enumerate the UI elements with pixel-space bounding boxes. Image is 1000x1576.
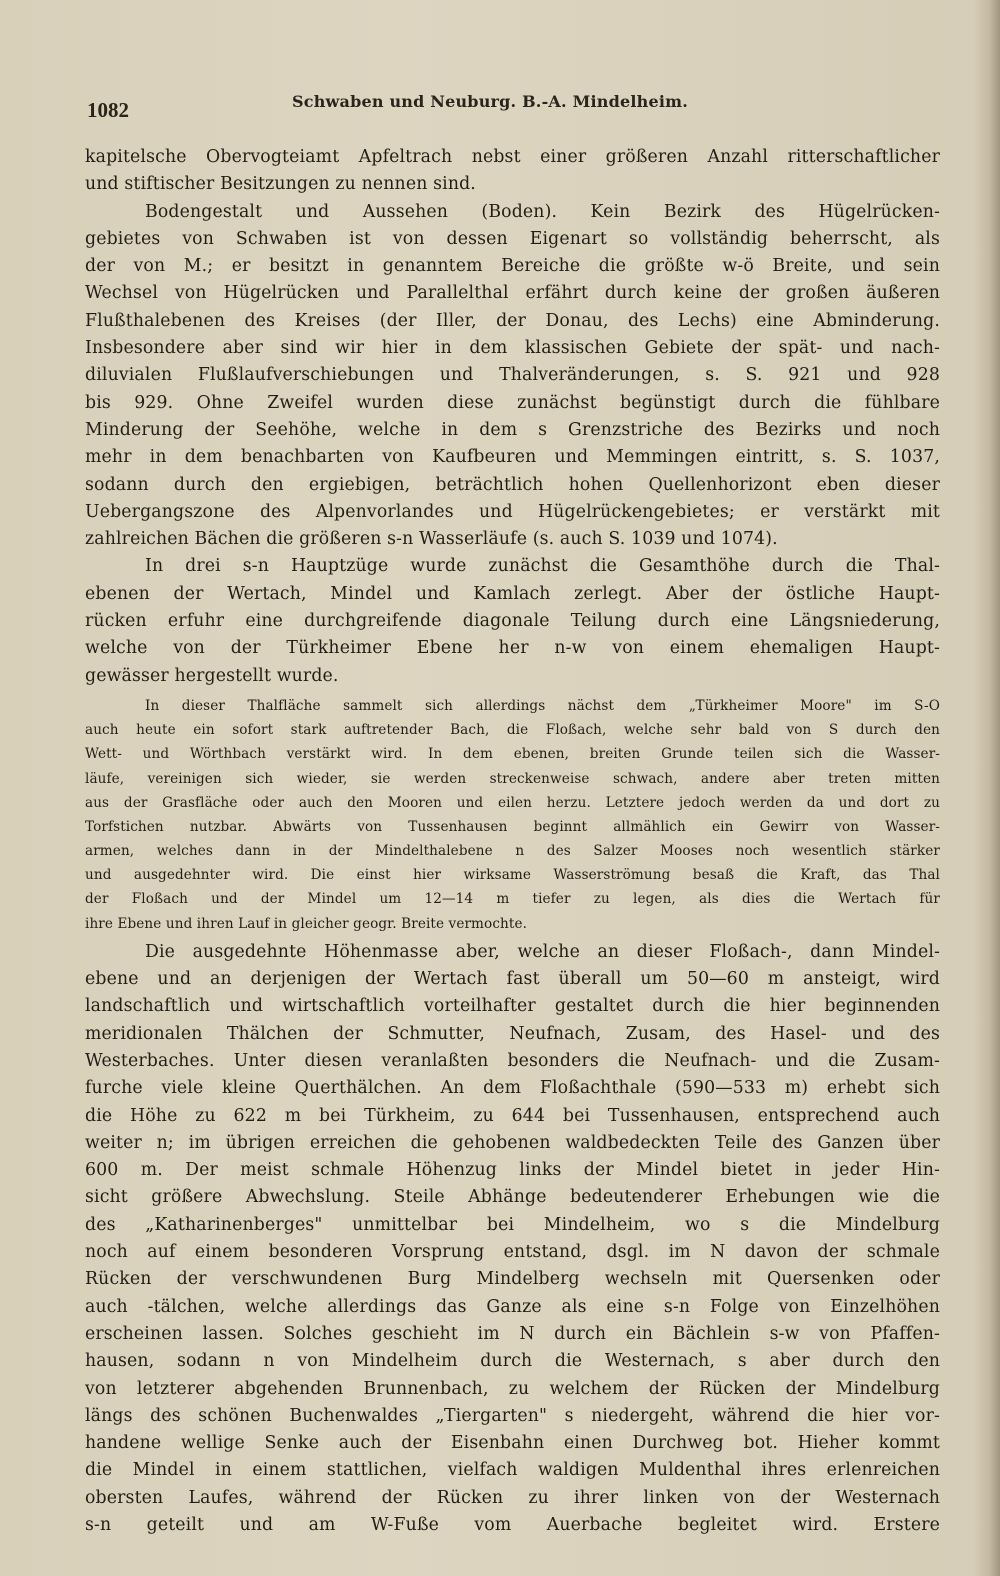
text-line: ebene und an derjenigen der Wertach fast überall um 50—60 m ansteigt, wird — [85, 969, 940, 990]
text-line: handene wellige Senke auch der Eisenbahn einen Durchweg bot. Hieher kommt — [85, 1433, 940, 1454]
text-line: Rücken der verschwundenen Burg Mindelberg wechseln mit Quersenken oder — [85, 1269, 940, 1290]
text-line: furche viele kleine Querthälchen. An dem Floßachthale (590—533 m) erhebt sich — [85, 1078, 940, 1099]
text-line: die Mindel in einem stattlichen, vielfach waldigen Muldenthal ihres erlenreichen — [85, 1460, 940, 1481]
text-line: die Höhe zu 622 m bei Türkheim, zu 644 bei Tussenhausen, entsprechend auch — [85, 1105, 940, 1126]
text-line: 600 m. Der meist schmale Höhenzug links der Mindel bietet in jeder Hin- — [85, 1160, 940, 1181]
text-line: längs des schönen Buchenwaldes „Tiergarten" s niedergeht, während die hier vor- — [85, 1405, 940, 1426]
text-line: s-n geteilt und am W-Fuße vom Auerbache begleitet wird. Erstere — [85, 1515, 940, 1536]
text-line: der Floßach und der Mindel um 12—14 m tiefer zu legen, als dies die Wertach für — [85, 891, 940, 908]
text-line: noch auf einem besonderen Vorsprung entstand, dsgl. im N davon der schmale — [85, 1242, 940, 1263]
text-line: diluvialen Flußlaufverschiebungen und Thalveränderungen, s. S. 921 und 928 — [85, 365, 940, 386]
text-line: zahlreichen Bächen die größeren s-n Wasserläufe (s. auch S. 1039 und 1074). — [85, 529, 778, 550]
text-body — [85, 144, 940, 1539]
text-line: aus der Grasfläche oder auch den Mooren und eilen herzu. Letztere jedoch werden da und dort zu — [85, 794, 940, 811]
text-line: der von M.; er besitzt in genanntem Bereiche die größte w-ö Breite, und sein — [85, 256, 940, 277]
text-line: welche von der Türkheimer Ebene her n-w von einem ehemaligen Haupt- — [85, 638, 940, 659]
text-line: Wechsel von Hügelrücken und Parallelthal erfährt durch keine der großen äußeren — [85, 283, 940, 304]
text-line: ebenen der Wertach, Mindel und Kamlach zerlegt. Aber der östliche Haupt- — [85, 583, 940, 604]
paragraph-hoehenmasse — [85, 939, 940, 1540]
text-line: armen, welches dann in der Mindelthalebene n des Salzer Mooses noch wesentlich stärker — [85, 843, 940, 860]
text-line: sicht größere Abwechslung. Steile Abhänge bedeutenderer Erhebungen wie die — [85, 1187, 940, 1208]
text-line: Flußthalebenen des Kreises (der Iller, der Donau, des Lechs) eine Abminderung. — [85, 310, 940, 331]
text-line: auch heute ein sofort stark auftretender Bach, die Floßach, welche sehr bald von S durch den — [85, 722, 940, 739]
running-head — [0, 86, 1000, 126]
paragraph-hauptzuege — [85, 553, 940, 689]
text-line: von letzterer abgehenden Brunnenbach, zu welchem der Rücken der Mindelburg — [85, 1378, 940, 1399]
text-line: weiter n; im übrigen erreichen die gehobenen waldbedeckten Teile des Ganzen über — [85, 1132, 940, 1153]
small-print-paragraph — [85, 694, 940, 936]
spine-shadow — [974, 0, 1000, 1576]
text-line: hausen, sodann n von Mindelheim durch die Westernach, s aber durch den — [85, 1351, 940, 1372]
text-line: gewässer hergestellt wurde. — [85, 665, 339, 686]
text-line: Die ausgedehnte Höhenmasse aber, welche an dieser Floßach-, dann Mindel- — [145, 941, 940, 962]
text-line: und stiftischer Besitzungen zu nennen sind. — [85, 174, 476, 195]
text-line: Uebergangszone des Alpenvorlandes und Hügelrückengebietes; er verstärkt mit — [85, 501, 940, 522]
text-line: läufe, vereinigen sich wieder, sie werden streckenweise schwach, andere aber treten mitten — [85, 770, 940, 787]
text-line: des „Katharinenberges" unmittelbar bei Mindelheim, wo s die Mindelburg — [85, 1214, 940, 1235]
text-line: gebietes von Schwaben ist von dessen Eigenart so vollständig beherrscht, als — [85, 228, 940, 249]
text-line: meridionalen Thälchen der Schmutter, Neufnach, Zusam, des Hasel- und des — [85, 1023, 940, 1044]
text-line: sodann durch den ergiebigen, beträchtlich hohen Quellenhorizont eben dieser — [85, 474, 940, 495]
text-line: auch -tälchen, welche allerdings das Ganze als eine s-n Folge von Einzelhöhen — [85, 1296, 940, 1317]
text-line: und ausgedehnter wird. Die einst hier wirksame Wasserströmung besaß die Kraft, das Thal — [85, 867, 940, 884]
running-title: Schwaben und Neuburg. B.-A. Mindelheim. — [292, 92, 689, 111]
text-line: mehr in dem benachbarten von Kaufbeuren und Memmingen eintritt, s. S. 1037, — [85, 447, 940, 468]
text-line: In dieser Thalfläche sammelt sich allerdings nächst dem „Türkheimer Moore" im S-O — [145, 697, 940, 714]
text-line: landschaftlich und wirtschaftlich vorteilhafter gestaltet durch die hier beginnenden — [85, 996, 940, 1017]
text-line: obersten Laufes, während der Rücken zu ihrer linken von der Westernach — [85, 1487, 940, 1508]
text-line: Bodengestalt und Aussehen (Boden). Kein Bezirk des Hügelrücken- — [145, 201, 940, 222]
page-number: 1082 — [87, 98, 129, 122]
text-line: Insbesondere aber sind wir hier in dem klassischen Gebiete der spät- und nach- — [85, 338, 940, 359]
paragraph-intro-end — [85, 144, 940, 199]
text-line: Westerbaches. Unter diesen veranlaßten besonders die Neufnach- und die Zusam- — [85, 1051, 940, 1071]
text-line: Torfstichen nutzbar. Abwärts von Tussenhausen beginnt allmählich ein Gewirr von Wasser- — [85, 818, 940, 835]
text-line: ihre Ebene und ihren Lauf in gleicher geogr. Breite vermochte. — [85, 915, 528, 932]
text-line: Minderung der Seehöhe, welche in dem s Grenzstriche des Bezirks und noch — [85, 419, 940, 440]
text-line: bis 929. Ohne Zweifel wurden diese zunächst begünstigt durch die fühlbare — [85, 392, 940, 413]
paragraph-bodengestalt — [85, 199, 940, 554]
text-line: erscheinen lassen. Solches geschieht im N durch ein Bächlein s-w von Pfaffen- — [85, 1323, 940, 1344]
text-line: kapitelsche Obervogteiamt Apfeltrach nebst einer größeren Anzahl ritterschaftlicher — [85, 147, 940, 167]
text-line: Wett- und Wörthbach verstärkt wird. In dem ebenen, breiten Grunde teilen sich die Wasser- — [85, 746, 940, 763]
text-line: In drei s-n Hauptzüge wurde zunächst die Gesamthöhe durch die Thal- — [145, 556, 940, 577]
text-line: rücken erfuhr eine durchgreifende diagonale Teilung durch eine Längsniederung, — [85, 611, 940, 632]
